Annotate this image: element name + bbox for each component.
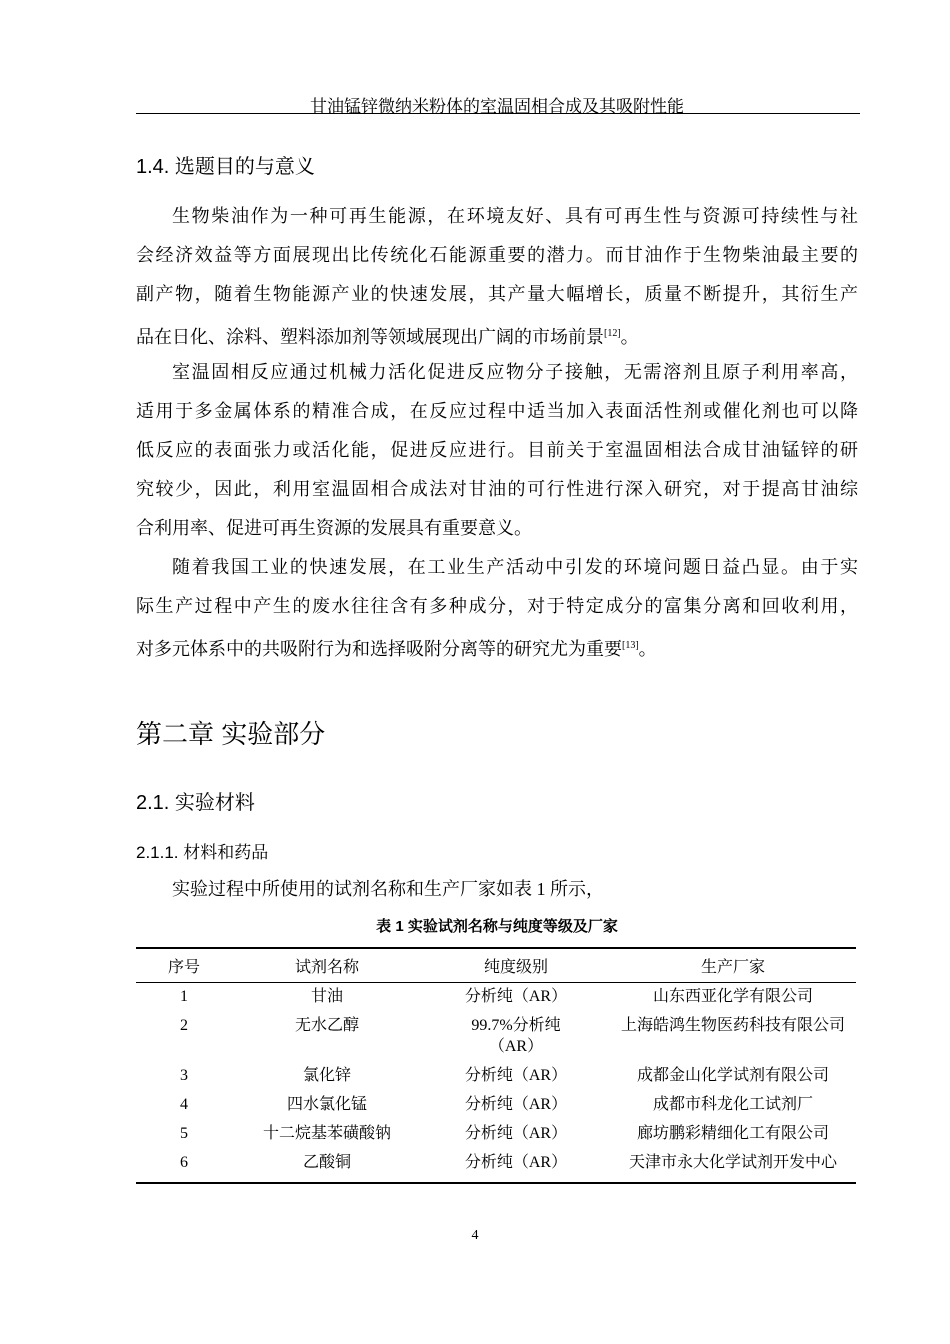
line-text: 际生产过程中产生的废水往往含有多种成分，对于特定成分的富集分离和回收利用，: [136, 596, 858, 616]
text-line: [136, 197, 858, 236]
punctuation: 。: [620, 327, 639, 347]
column-header: 生产厂家: [610, 948, 856, 983]
section-heading-2-1: 2.1. 实验材料: [136, 792, 255, 814]
line-text: 对多元体系中的共吸附行为和选择吸附分离等的研究尤为重要: [136, 639, 622, 659]
page-number: 4: [471, 1228, 479, 1243]
text-line: [136, 353, 858, 392]
table-cell: 分析纯（AR）: [422, 1149, 610, 1183]
table-intro-text: 实验过程中所使用的试剂名称和生产厂家如表 1 所示，: [172, 879, 604, 899]
line-text: 会经济效益等方面展现出比传统化石能源重要的潜力。而甘油作于生物柴油最主要的: [136, 245, 858, 265]
citation-ref: [13]: [622, 640, 639, 651]
table-cell: 分析纯（AR）: [464, 1067, 568, 1084]
line-text: 室温固相反应通过机械力活化促进反应物分子接触，无需溶剂且原子利用率高，: [172, 362, 858, 382]
table-cell: 十二烷基苯磺酸钠: [262, 1125, 391, 1142]
table-header-row: [136, 948, 856, 983]
table-cell: 99.7%分析纯（AR）: [471, 1017, 561, 1055]
table-row: [136, 1091, 856, 1120]
table-cell: 成都市科龙化工试剂厂: [652, 1096, 813, 1113]
table-row: [136, 1062, 856, 1091]
table-cell: 上海皓鸿生物医药科技有限公司: [620, 1017, 845, 1034]
running-header: 甘油锰锌微纳米粉体的室温固相合成及其吸附性能: [310, 97, 684, 116]
table-cell: 1: [180, 988, 188, 1005]
table-caption: 表 1 实验试剂名称与纯度等级及厂家: [376, 918, 618, 935]
citation-ref: [12]: [604, 328, 621, 339]
line-text: 合利用率、促进可再生资源的发展具有重要意义。: [136, 518, 532, 538]
text-line: [136, 548, 858, 587]
text-line: [136, 236, 858, 275]
column-header: 序号: [136, 948, 232, 983]
table-cell: 2: [180, 1017, 188, 1034]
table-cell: 分析纯（AR）: [464, 988, 568, 1005]
text-line: [136, 431, 858, 470]
chapter-heading: 第二章 实验部分: [136, 719, 326, 749]
text-line: [136, 275, 858, 314]
table-cell: 分析纯（AR）: [464, 1096, 568, 1113]
line-text: 副产物，随着生物能源产业的快速发展，其产量大幅增长，质量不断提升，其衍生产: [136, 284, 858, 304]
column-header: 试剂名称: [232, 948, 422, 983]
table-cell: 4: [180, 1096, 188, 1113]
table-cell: 乙酸铜: [232, 1149, 422, 1183]
table-cell: 5: [180, 1125, 188, 1142]
table-cell: 成都金山化学试剂有限公司: [636, 1067, 829, 1084]
text-line: [136, 392, 858, 431]
text-line: [136, 509, 858, 548]
line-text: 品在日化、涂料、塑料添加剂等领域展现出广阔的市场前景: [136, 327, 604, 347]
table-cell: 氯化锌: [302, 1067, 351, 1084]
line-text: 适用于多金属体系的精准合成，在反应过程中适当加入表面活性剂或催化剂也可以降: [136, 401, 858, 421]
paragraph: [136, 548, 858, 665]
table-cell: 6: [136, 1149, 232, 1183]
table-cell: 山东西亚化学有限公司: [652, 988, 813, 1005]
text-line: [136, 587, 858, 626]
line-text: 究较少，因此，利用室温固相合成法对甘油的可行性进行深入研究，对于提高甘油综: [136, 479, 858, 499]
table-cell: 甘油: [310, 988, 343, 1005]
punctuation: 。: [638, 639, 657, 659]
table-row: [136, 1120, 856, 1149]
subsection-heading-2-1-1: 2.1.1. 材料和药品: [136, 843, 269, 862]
text-line: [136, 314, 858, 353]
paragraph: [136, 353, 858, 548]
table-cell: 廊坊鹏彩精细化工有限公司: [636, 1125, 829, 1142]
table-row: [136, 1149, 856, 1183]
table-cell: 天津市永大化学试剂开发中心: [610, 1149, 856, 1183]
table-cell: 分析纯（AR）: [464, 1125, 568, 1142]
text-line: [136, 626, 858, 665]
table-cell: 3: [180, 1067, 188, 1084]
reagent-table: [136, 947, 856, 1184]
line-text: 随着我国工业的快速发展，在工业生产活动中引发的环境问题日益凸显。由于实: [172, 557, 858, 577]
column-header: 纯度级别: [422, 948, 610, 983]
table-cell: 无水乙醇: [294, 1017, 359, 1034]
header-divider: [136, 113, 860, 114]
section-heading-1-4: 1.4. 选题目的与意义: [136, 156, 315, 178]
table-cell: 四水氯化锰: [286, 1096, 367, 1113]
table-row: [136, 1012, 856, 1062]
paragraph: [136, 197, 858, 353]
text-line: [136, 470, 858, 509]
line-text: 低反应的表面张力或活化能，促进反应进行。目前关于室温固相法合成甘油锰锌的研: [136, 440, 858, 460]
table-row: [136, 983, 856, 1013]
line-text: 生物柴油作为一种可再生能源，在环境友好、具有可再生性与资源可持续性与社: [172, 206, 858, 226]
